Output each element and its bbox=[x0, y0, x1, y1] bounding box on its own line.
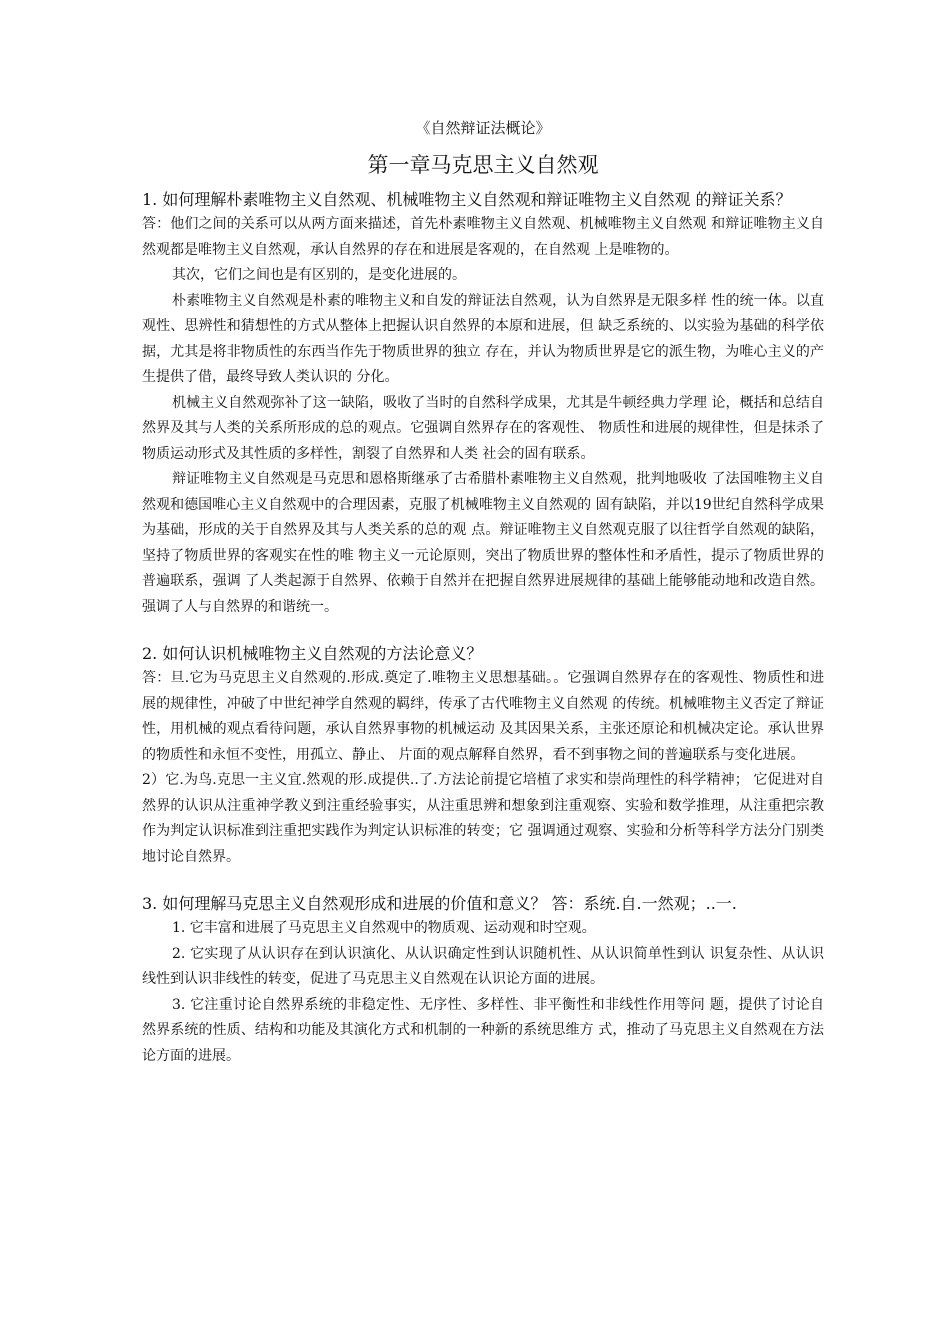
chapter-title: 第一章马克思主义自然观 bbox=[367, 153, 599, 177]
answer-2-paragraph-1: 答：旦.它为马克思主义自然观的.形成.奠定了.唯物主义思想基础。。它强调自然界存在的客观性、物质性和进展的规律性，冲破了中世纪神学自然观的羁绊，传承了古代唯物主义自然观 的传统。机械唯物主义否定了辩证性，用机械的观点看待问题，承认自然界事物的机械运动 及其因果关系，主张还原论和机械决定论。承认世界的物质性和永恒不变性，用孤立、静止、 片面的观点解释自然界，看不到事物之间的普遍联系与变化进展。 bbox=[142, 670, 824, 763]
answer-3-item-3: 3. 它注重讨论自然界系统的非稳定性、无序性、多样性、非平衡性和非线性作用等问 题，提供了讨论自然界系统的性质、结构和功能及其演化方式和机制的一种新的系统思维方 式，推动了马克思主义自然观在方法论方面的进展。 bbox=[142, 996, 824, 1064]
answer-1-paragraph-4: 辩证唯物主义自然观是马克思和恩格斯继承了古希腊朴素唯物主义自然观，批判地吸收 了法国唯物主义自然观和德国唯心主义自然观中的合理因素，克服了机械唯物主义自然观的 固有缺陷，并以19世纪自然科学成果为基础，形成的关于自然界及其与人类关系的总的观 点。辩证唯物主义自然观克服了以往哲学自然观的缺陷，坚持了物质世界的客观实在性的唯 物主义一元论原则，突出了物质世界的整体性和矛盾性，提示了物质世界的普遍联系，强调 了人类起源于自然界、依赖于自然并在把握自然界进展规律的基础上能够能动地和改造自然。 强调了人与自然界的和谐统一。 bbox=[142, 471, 824, 615]
section-spacer bbox=[142, 620, 824, 642]
question-1: 1. 如何理解朴素唯物主义自然观、机械唯物主义自然观和辩证唯物主义自然观 的辩证关系？ bbox=[142, 190, 792, 209]
answer-3-item-1: 1. 它丰富和进展了马克思主义自然观中的物质观、运动观和时空观。 bbox=[172, 920, 596, 936]
document-title: 《自然辩证法概论》 bbox=[415, 119, 551, 137]
question-3: 3. 如何理解马克思主义自然观形成和进展的价值和意义？ 答：系统.自.一然观；..一. bbox=[142, 894, 737, 913]
answer-2-paragraph-2: 2）它.为鸟.克思一主义宜.然观的形.成提供..了.方法论前提它培植了求实和崇尚理性的科学精神； 它促进对自然界的认识从注重神学教义到注重经验事实，从注重思辨和想象到注重观察、实验和数学推理，从注重把宗教作为判定认识标准到注重把实践作为判定认识标准的转变；它 强调通过观察、实验和分析等科学方法分门别类地讨论自然界。 bbox=[142, 772, 824, 865]
section-question-3 bbox=[142, 892, 824, 1069]
question-2: 2. 如何认识机械唯物主义自然观的方法论意义？ bbox=[142, 644, 483, 663]
answer-1-paragraph-1: 其次，它们之间也是有区别的，是变化进展的。 bbox=[172, 267, 466, 283]
section-spacer bbox=[142, 870, 824, 892]
answer-3-item-2: 2. 它实现了从认识存在到认识演化、从认识确定性到认识随机性、从认识简单性到认 识复杂性、从认识线性到认识非线性的转变，促进了马克思主义自然观在认识论方面的进展。 bbox=[142, 945, 824, 987]
section-question-1 bbox=[142, 188, 824, 620]
answer-1-paragraph-2: 朴素唯物主义自然观是朴素的唯物主义和自发的辩证法自然观，认为自然界是无限多样 性的统一体。以直观性、思辨性和猜想性的方式从整体上把握认识自然界的本原和进展，但 缺乏系统的、以实验为基础的科学依据，尤其是将非物质性的东西当作先于物质世界的独立 存在，并认为物质世界是它的派生物，为唯心主义的产生提供了借，最终导致人类认识的 分化。 bbox=[142, 292, 824, 385]
document-body bbox=[142, 118, 824, 1069]
section-question-2 bbox=[142, 642, 824, 870]
answer-1-paragraph-3: 机械主义自然观弥补了这一缺陷，吸收了当时的自然科学成果，尤其是牛顿经典力学理 论，概括和总结自然界及其与人类的关系所形成的总的观点。它强调自然界存在的客观性、 物质性和进展的规律性，但是抹杀了物质运动形式及其性质的多样性，割裂了自然界和人类 社会的固有联系。 bbox=[142, 394, 824, 462]
answer-1-intro: 答：他们之间的关系可以从两方面来描述，首先朴素唯物主义自然观、机械唯物主义自然观 和辩证唯物主义自然观都是唯物主义自然观，承认自然界的存在和进展是客观的，在自然观 上是唯物的。 bbox=[142, 216, 824, 258]
